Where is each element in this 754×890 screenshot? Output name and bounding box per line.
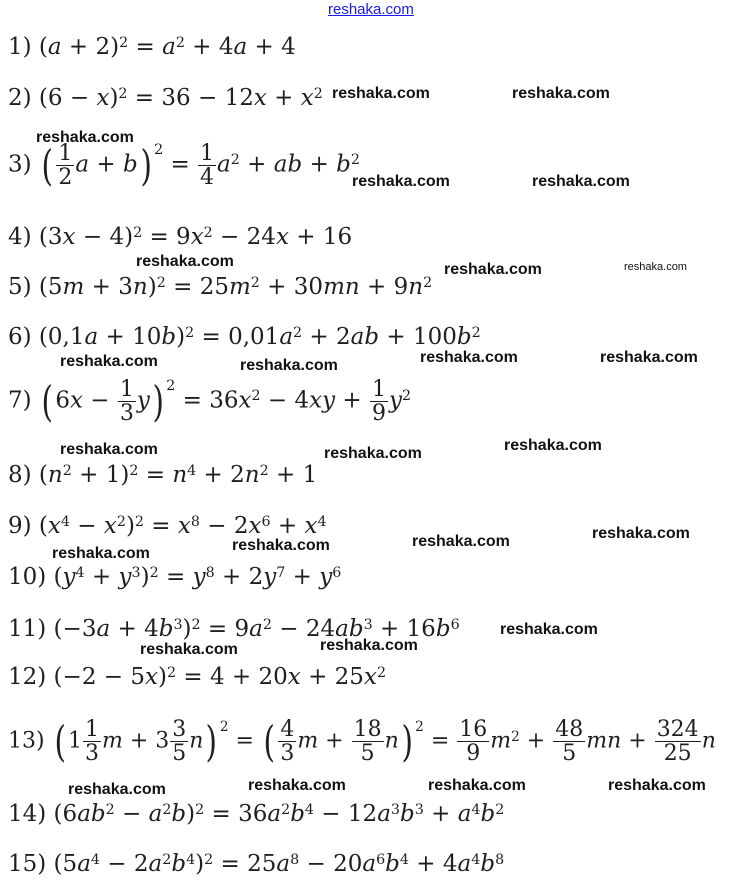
site-link[interactable]: reshaka.com <box>328 1 414 18</box>
watermark: reshaka.com <box>428 777 526 794</box>
equation-number: 1) <box>8 34 32 60</box>
watermark: reshaka.com <box>512 85 610 102</box>
fraction: $\frac{16}{9}$ <box>459 717 488 767</box>
watermark: reshaka.com <box>140 641 238 658</box>
equation-number: 6) <box>8 324 32 350</box>
fraction: $\frac{48}{5}$ <box>555 717 584 767</box>
watermark: reshaka.com <box>444 261 542 278</box>
watermark: reshaka.com <box>60 353 158 370</box>
watermark: reshaka.com <box>608 777 706 794</box>
watermark: reshaka.com <box>624 261 687 273</box>
watermark: reshaka.com <box>320 637 418 654</box>
watermark: reshaka.com <box>60 441 158 458</box>
watermark: reshaka.com <box>68 781 166 798</box>
equation-number: 9) <box>8 513 32 539</box>
fraction: $\frac{1}{2}$ <box>58 141 73 191</box>
equation-1: 1) $(a + 2)^2 = a^2 + 4a + 4$ <box>8 34 296 60</box>
equation-13: 13) ( 1 $\frac{1}{3}$ m + 3 $\frac{3}{5}$ n) $^2$ = ( $\frac{4}{3}$ m + $\frac{18}{5}$ n) $^2$ = $\frac{16}{9}$ $m^2$ + $\frac{48}{5}$ mn + $\frac{324}{25}$ n <box>8 716 716 767</box>
equation-5: 5) $(5m + 3n)^2 = 25m^2 + 30mn + 9n^2$ <box>8 274 433 300</box>
fraction: $\frac{324}{25}$ <box>656 717 699 767</box>
equation-number: 7) <box>8 387 32 414</box>
fraction: $\frac{1}{3}$ <box>84 717 99 767</box>
equation-15: 15) $(5a^4 - 2a^2b^4)^2 = 25a^8 - 20a^6b^4 + 4a^4b^8$ <box>8 851 505 877</box>
watermark: reshaka.com <box>600 349 698 366</box>
equation-number: 4) <box>8 224 32 250</box>
fraction: $\frac{1}{9}$ <box>371 377 386 427</box>
watermark: reshaka.com <box>500 621 598 638</box>
equation-11: 11) $(-3a + 4b^3)^2 = 9a^2 - 24ab^3 + 16b^6$ <box>8 616 460 642</box>
equation-14: 14) $(6ab^2 - a^2b)^2 = 36a^2b^4 - 12a^3b^3 + a^4b^2$ <box>8 801 505 827</box>
equation-12: 12) $(-2 - 5x)^2 = 4 + 20x + 25x^2$ <box>8 664 387 690</box>
equation-number: 15) <box>8 851 47 877</box>
fraction: $\frac{1}{3}$ <box>119 377 134 427</box>
watermark: reshaka.com <box>332 85 430 102</box>
fraction: $\frac{3}{5}$ <box>172 717 187 767</box>
watermark: reshaka.com <box>136 253 234 270</box>
watermark: reshaka.com <box>36 129 134 146</box>
watermark: reshaka.com <box>420 349 518 366</box>
watermark: reshaka.com <box>240 357 338 374</box>
watermark: reshaka.com <box>504 437 602 454</box>
fraction: $\frac{4}{3}$ <box>280 717 295 767</box>
watermark: reshaka.com <box>232 537 330 554</box>
watermark: reshaka.com <box>412 533 510 550</box>
fraction: $\frac{1}{4}$ <box>200 141 215 191</box>
equation-8: 8) $(n^2 + 1)^2 = n^4 + 2n^2 + 1$ <box>8 462 318 488</box>
equation-6: 6) $(0,1a + 10b)^2 = 0,01a^2 + 2ab + 100b^2$ <box>8 324 481 350</box>
equation-number: 10) <box>8 564 47 590</box>
watermark: reshaka.com <box>532 173 630 190</box>
equation-7: 7) ( 6x − $\frac{1}{3}$ y) $^2 = 36x^2 - 4xy$ + $\frac{1}{9}$ $y^2$ <box>8 376 412 427</box>
watermark: reshaka.com <box>352 173 450 190</box>
watermark: reshaka.com <box>248 777 346 794</box>
equation-10: 10) $(y^4 + y^3)^2 = y^8 + 2y^7 + y^6$ <box>8 564 342 590</box>
equation-number: 8) <box>8 462 32 488</box>
equation-3: 3) ( $\frac{1}{2}$ a + b) $^2$ = $\frac{1}{4}$ $a^2$ + ab + $b^2$ <box>8 140 360 191</box>
watermark: reshaka.com <box>592 525 690 542</box>
equation-number: 12) <box>8 664 47 690</box>
equation-number: 14) <box>8 801 47 827</box>
equation-number: 5) <box>8 274 32 300</box>
watermark: reshaka.com <box>52 545 150 562</box>
equation-number: 3) <box>8 151 32 178</box>
equation-2: 2) $(6 - x)^2 = 36 - 12x + x^2$ <box>8 85 323 111</box>
equation-number: 11) <box>8 616 47 642</box>
equation-4: 4) $(3x - 4)^2 = 9x^2 - 24x + 16$ <box>8 224 353 250</box>
equation-number: 2) <box>8 85 32 111</box>
equation-number: 13) <box>8 728 45 754</box>
watermark: reshaka.com <box>324 445 422 462</box>
equation-9: 9) $(x^4 - x^2)^2 = x^8 - 2x^6 + x^4$ <box>8 513 327 539</box>
fraction: $\frac{18}{5}$ <box>353 717 382 767</box>
